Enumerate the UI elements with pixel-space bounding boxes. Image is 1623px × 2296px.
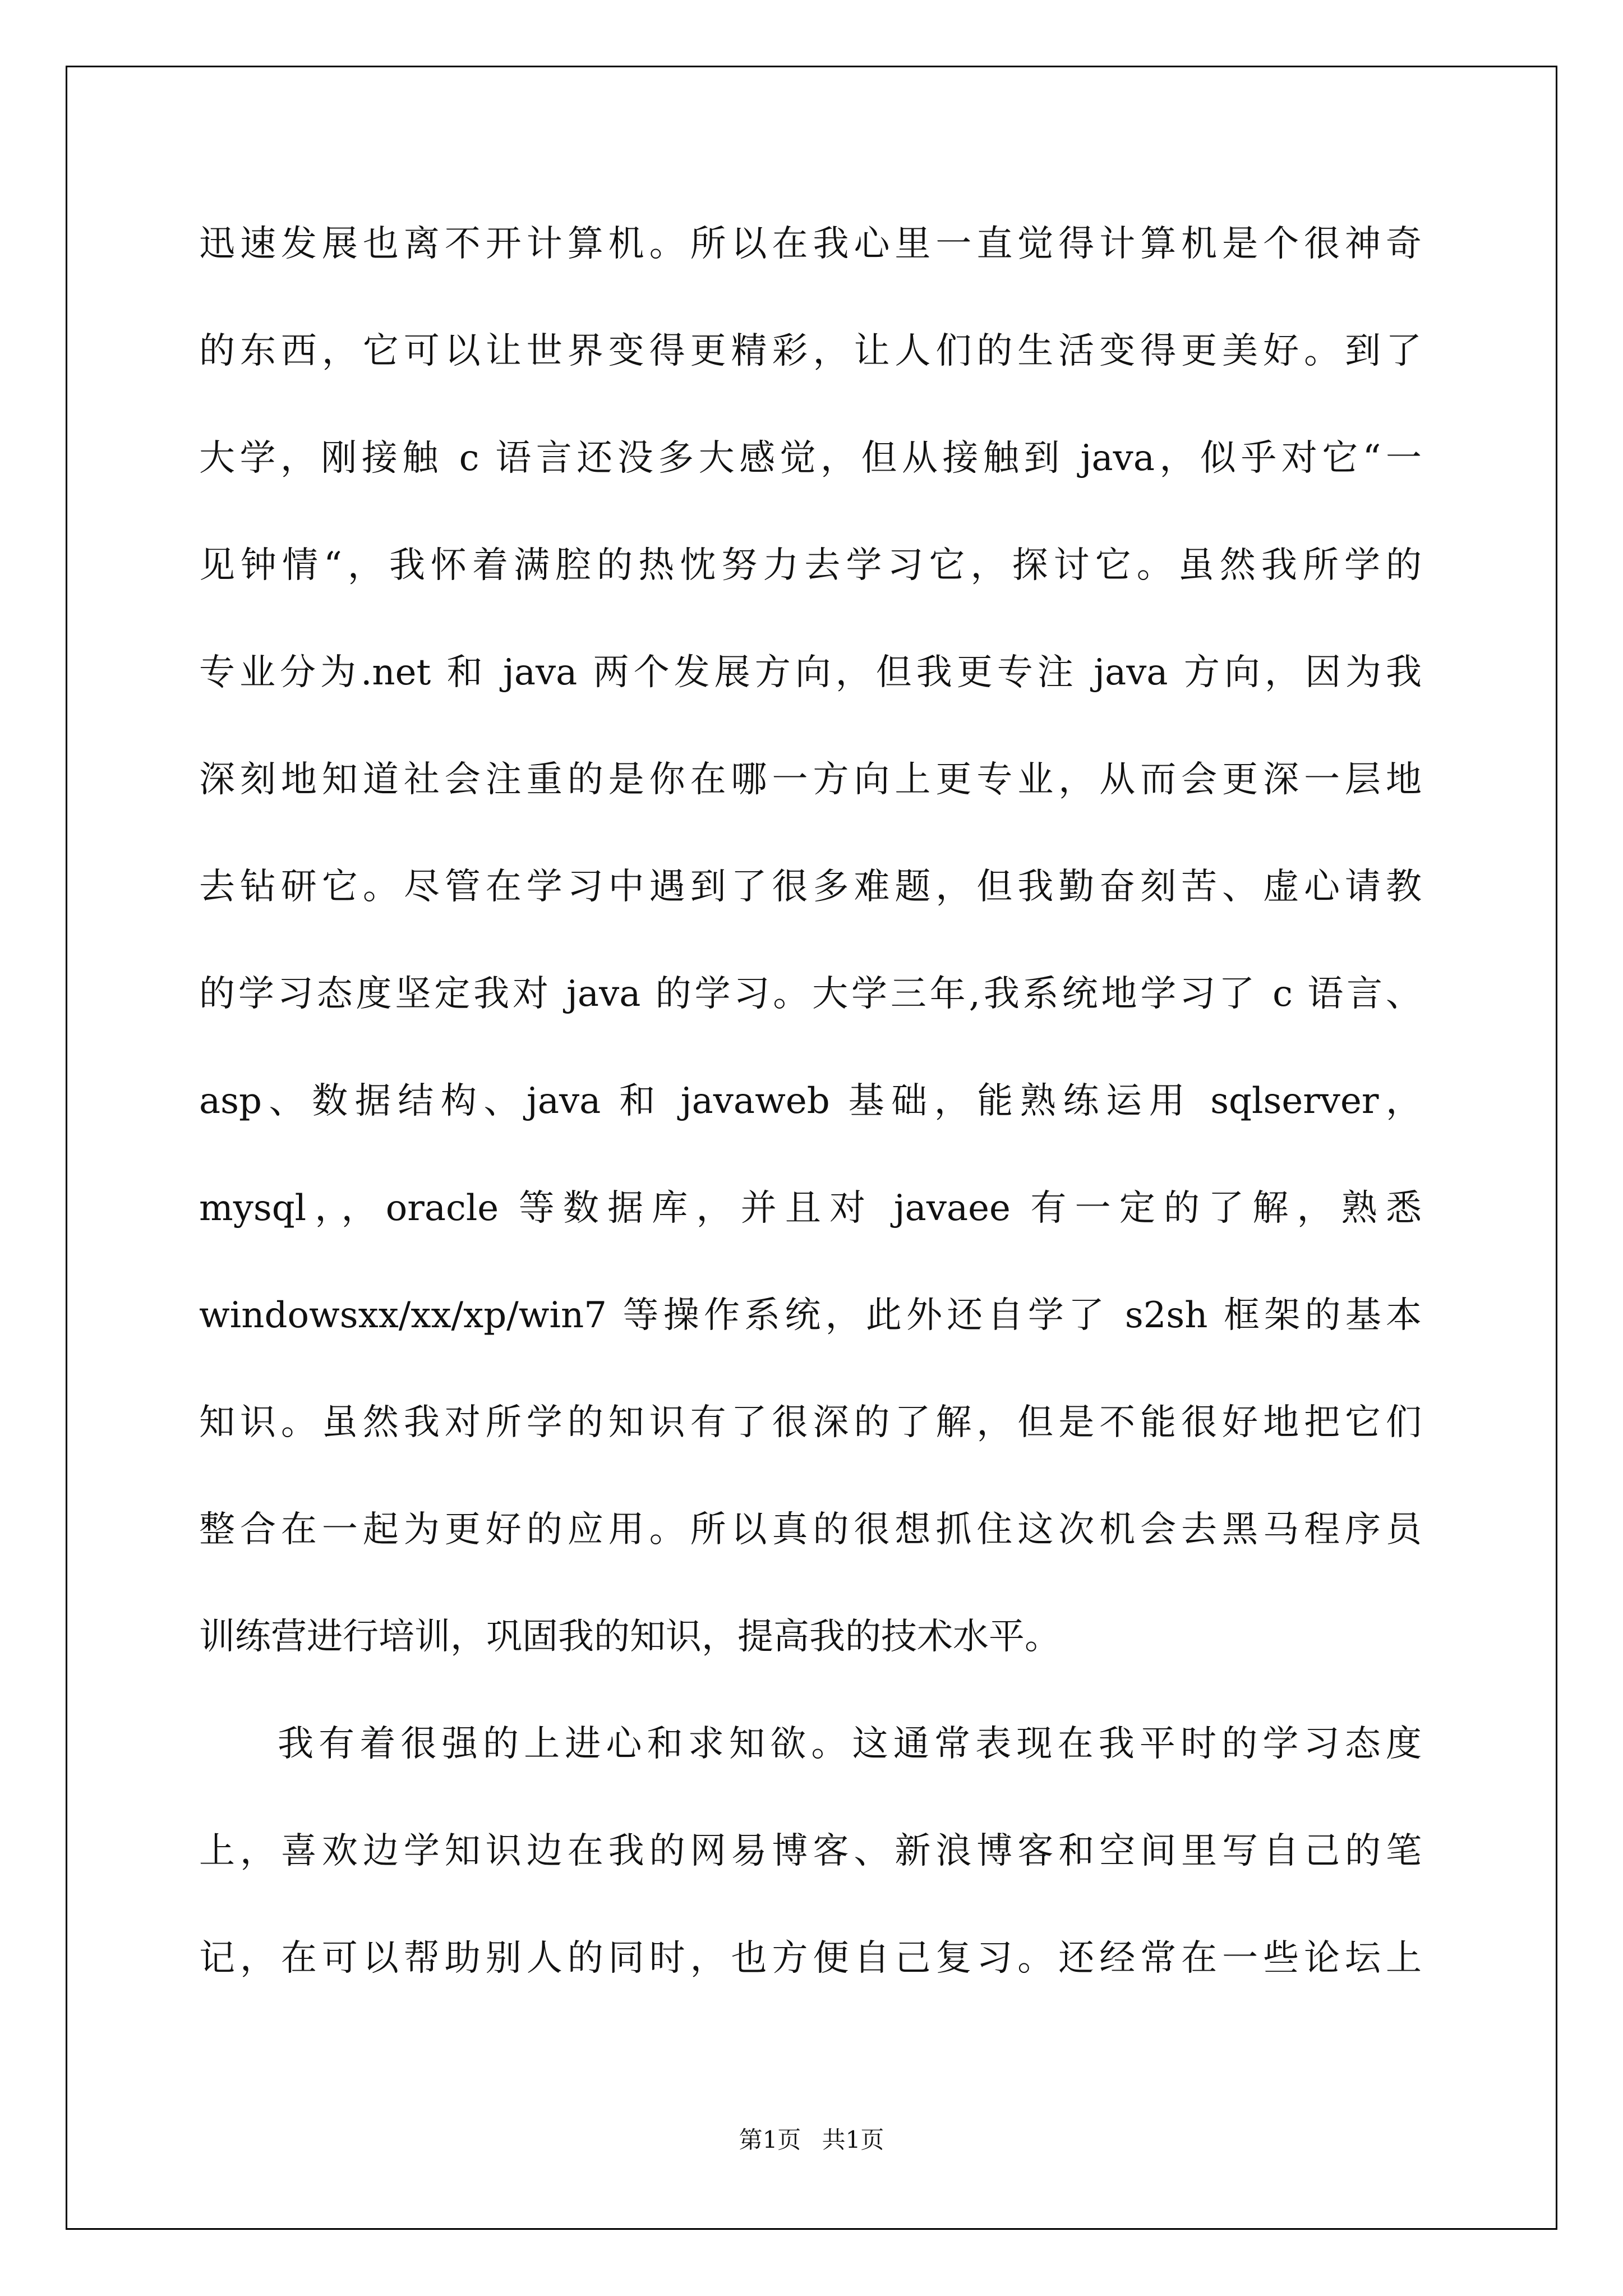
text-line: 的学习态度坚定我对 java 的学习。大学三年,我系统地学习了 c 语言、 xyxy=(199,973,1422,1015)
page-total: 共1页 xyxy=(822,2126,884,2154)
text-line: 的东西，它可以让世界变得更精彩，让人们的生活变得更美好。到了 xyxy=(199,330,1422,372)
text-line: 迅速发展也离不开计算机。所以在我心里一直觉得计算机是个很神奇 xyxy=(199,223,1422,265)
text-line: 上，喜欢边学知识边在我的网易博客、新浪博客和空间里写自己的笔 xyxy=(199,1830,1422,1872)
text-line: 大学，刚接触 c 语言还没多大感觉，但从接触到 java，似乎对它“一 xyxy=(199,438,1422,479)
page-footer xyxy=(0,2122,1623,2155)
text-line: 我有着很强的上进心和求知欲。这通常表现在我平时的学习态度 xyxy=(278,1723,1422,1765)
text-line: 整合在一起为更好的应用。所以真的很想抓住这次机会去黑马程序员 xyxy=(199,1509,1422,1550)
text-line: 知识。虽然我对所学的知识有了很深的了解，但是不能很好地把它们 xyxy=(199,1402,1422,1443)
text-line: asp、数据结构、java 和 javaweb 基础，能熟练运用 sqlserver， xyxy=(199,1080,1422,1122)
text-line: 见钟情“，我怀着满腔的热忱努力去学习它，探讨它。虽然我所学的 xyxy=(199,545,1422,586)
text-line: 深刻地知道社会注重的是你在哪一方向上更专业，从而会更深一层地 xyxy=(199,759,1422,800)
document-body xyxy=(199,191,1422,2012)
text-line: windowsxx/xx/xp/win7 等操作系统，此外还自学了 s2sh 框架的基本 xyxy=(199,1295,1422,1336)
text-line: 专业分为.net 和 java 两个发展方向，但我更专注 java 方向，因为我 xyxy=(199,652,1422,693)
paragraph-1 xyxy=(199,191,1422,1691)
text-line: 训练营进行培训，巩固我的知识，提高我的技术水平。 xyxy=(199,1616,1061,1658)
page-number: 第1页 xyxy=(739,2126,801,2154)
text-line: mysql，，oracle 等数据库，并且对 javaee 有一定的了解，熟悉 xyxy=(199,1188,1422,1229)
text-line: 记，在可以帮助别人的同时，也方便自己复习。还经常在一些论坛上 xyxy=(199,1938,1422,1979)
text-line: 去钻研它。尽管在学习中遇到了很多难题，但我勤奋刻苦、虚心请教 xyxy=(199,866,1422,908)
paragraph-2 xyxy=(199,1691,1422,2012)
